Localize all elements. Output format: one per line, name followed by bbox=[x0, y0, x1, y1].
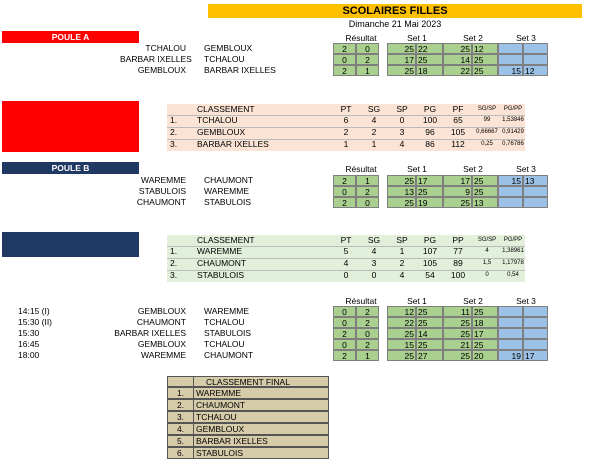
final-rank-team: WAREMME bbox=[193, 387, 329, 399]
ranking-sp: 2 bbox=[399, 258, 405, 268]
ranking-header-ratio2: PG/PP bbox=[503, 106, 523, 112]
set2-home: 25 bbox=[443, 328, 472, 339]
set3-away bbox=[523, 317, 548, 328]
ranking-sp: 4 bbox=[399, 139, 405, 149]
set2-header: Set 2 bbox=[463, 164, 483, 174]
set1-home: 13 bbox=[387, 186, 416, 197]
set2-header: Set 2 bbox=[463, 296, 483, 306]
ranking-pg: 105 bbox=[422, 258, 438, 268]
ranking-pos: 1. bbox=[170, 246, 178, 256]
ranking-header-sg: SG bbox=[367, 235, 381, 245]
home-team: WAREMME bbox=[140, 350, 186, 360]
ranking-ratio1: 0,25 bbox=[481, 141, 493, 147]
result-away: 0 bbox=[356, 197, 379, 208]
ranking-ratio2: 1,38961 bbox=[502, 248, 524, 254]
match-time: 15:30 (II) bbox=[18, 317, 53, 327]
set1-home: 25 bbox=[387, 43, 416, 54]
set2-away: 12 bbox=[472, 43, 498, 54]
ranking-pf: 105 bbox=[450, 127, 466, 137]
set3-home bbox=[498, 339, 523, 350]
ranking-header-ratio1: SG/SP bbox=[477, 106, 497, 112]
home-team: TCHALOU bbox=[145, 43, 186, 53]
home-team: WAREMME bbox=[140, 175, 186, 185]
result-away: 2 bbox=[356, 339, 379, 350]
final-rank-team: GEMBLOUX bbox=[193, 423, 329, 435]
set1-header: Set 1 bbox=[407, 33, 427, 43]
ranking-pf: 65 bbox=[453, 115, 463, 125]
match-time: 14:15 (I) bbox=[18, 306, 50, 316]
set2-away: 17 bbox=[472, 328, 498, 339]
set1-away: 25 bbox=[416, 339, 443, 350]
ranking-pg: 100 bbox=[422, 115, 438, 125]
set2-home: 14 bbox=[443, 54, 472, 65]
ranking-pg: 86 bbox=[425, 139, 435, 149]
home-team: STABULOIS bbox=[138, 186, 186, 196]
set3-away bbox=[523, 306, 548, 317]
ranking-header-name: CLASSEMENT bbox=[197, 104, 255, 114]
set3-away: 17 bbox=[523, 350, 548, 361]
set3-away bbox=[523, 197, 548, 208]
ranking-pt: 2 bbox=[343, 127, 349, 137]
set2-header: Set 2 bbox=[463, 33, 483, 43]
set3-away bbox=[523, 339, 548, 350]
set1-header: Set 1 bbox=[407, 164, 427, 174]
home-team: GEMBLOUX bbox=[137, 306, 186, 316]
poule-a-label: POULE A bbox=[2, 31, 139, 43]
set2-away: 25 bbox=[472, 186, 498, 197]
ranking-header-sg: SG bbox=[367, 104, 381, 114]
ranking-sg: 1 bbox=[371, 139, 377, 149]
set3-home: 15 bbox=[498, 65, 523, 76]
set2-away: 25 bbox=[472, 339, 498, 350]
ranking-header-pf: PF bbox=[452, 104, 464, 114]
home-team: CHAUMONT bbox=[136, 317, 186, 327]
away-team: WAREMME bbox=[204, 306, 250, 316]
home-team: GEMBLOUX bbox=[137, 339, 186, 349]
match-time: 15:30 bbox=[18, 328, 40, 338]
set2-away: 18 bbox=[472, 317, 498, 328]
result-away: 2 bbox=[356, 54, 379, 65]
ranking-pos: 2. bbox=[170, 258, 178, 268]
final-rank-team: CHAUMONT bbox=[193, 399, 329, 411]
result-away: 2 bbox=[356, 317, 379, 328]
ranking-pf: 112 bbox=[451, 139, 465, 149]
ranking-pt: 4 bbox=[343, 258, 349, 268]
away-team: CHAUMONT bbox=[204, 350, 254, 360]
final-rank-pos: 3. bbox=[167, 411, 194, 423]
set1-away: 14 bbox=[416, 328, 443, 339]
ranking-pos: 1. bbox=[170, 115, 178, 125]
ranking-ratio1: 0,66667 bbox=[476, 129, 498, 135]
set1-away: 27 bbox=[416, 350, 443, 361]
ranking-pt: 1 bbox=[343, 139, 349, 149]
ranking-header-pg: PG bbox=[423, 104, 437, 114]
result-home: 0 bbox=[333, 339, 356, 350]
set2-home: 25 bbox=[443, 43, 472, 54]
set1-home: 15 bbox=[387, 339, 416, 350]
final-rank-team: STABULOIS bbox=[193, 447, 329, 459]
result-home: 0 bbox=[333, 186, 356, 197]
away-team: TCHALOU bbox=[204, 339, 245, 349]
ranking-team: STABULOIS bbox=[197, 270, 245, 280]
set2-home: 22 bbox=[443, 65, 472, 76]
ranking-ratio2: 0,91429 bbox=[502, 129, 524, 135]
ranking-ratio2: 0,76786 bbox=[502, 141, 524, 147]
ranking-pp: 77 bbox=[453, 246, 463, 256]
result-away: 1 bbox=[356, 350, 379, 361]
set1-away: 25 bbox=[416, 306, 443, 317]
ranking-header-name: CLASSEMENT bbox=[197, 235, 255, 245]
result-away: 0 bbox=[356, 43, 379, 54]
final-rank-pos: 4. bbox=[167, 423, 194, 435]
set3-home bbox=[498, 306, 523, 317]
ranking-sp: 3 bbox=[399, 127, 405, 137]
ranking-header-sp: SP bbox=[396, 235, 408, 245]
ranking-pt: 5 bbox=[343, 246, 349, 256]
final-ranking-corner bbox=[167, 376, 194, 387]
set3-header: Set 3 bbox=[516, 164, 536, 174]
set3-home bbox=[498, 328, 523, 339]
ranking-pg: 107 bbox=[422, 246, 438, 256]
final-rank-pos: 5. bbox=[167, 435, 194, 447]
set1-away: 25 bbox=[416, 54, 443, 65]
set1-home: 12 bbox=[387, 306, 416, 317]
result-home: 2 bbox=[333, 43, 356, 54]
away-team: TCHALOU bbox=[204, 317, 245, 327]
ranking-team: GEMBLOUX bbox=[197, 127, 246, 137]
ranking-pos: 3. bbox=[170, 139, 178, 149]
set3-home bbox=[498, 186, 523, 197]
result-header: Résultat bbox=[345, 164, 377, 174]
set2-away: 25 bbox=[472, 54, 498, 65]
home-team: BARBAR IXELLES bbox=[120, 54, 192, 64]
event-date: Dimanche 21 Mai 2023 bbox=[348, 19, 442, 29]
set3-home bbox=[498, 54, 523, 65]
set1-away: 17 bbox=[416, 175, 443, 186]
away-team: STABULOIS bbox=[204, 197, 252, 207]
set2-home: 25 bbox=[443, 317, 472, 328]
ranking-header-pt: PT bbox=[340, 104, 352, 114]
away-team: CHAUMONT bbox=[204, 175, 254, 185]
poule-b-label: POULE B bbox=[2, 162, 139, 174]
set1-away: 19 bbox=[416, 197, 443, 208]
ranking-team: CHAUMONT bbox=[197, 258, 247, 268]
set1-away: 25 bbox=[416, 186, 443, 197]
set3-away bbox=[523, 43, 548, 54]
set2-home: 17 bbox=[443, 175, 472, 186]
result-away: 1 bbox=[356, 65, 379, 76]
set3-away: 13 bbox=[523, 175, 548, 186]
set2-home: 9 bbox=[443, 186, 472, 197]
ranking-ratio1: 4 bbox=[485, 248, 489, 254]
home-team: BARBAR IXELLES bbox=[114, 328, 186, 338]
set3-away bbox=[523, 54, 548, 65]
set1-away: 22 bbox=[416, 43, 443, 54]
poule-a-ranking-bar bbox=[2, 101, 139, 152]
result-home: 0 bbox=[333, 306, 356, 317]
set3-header: Set 3 bbox=[516, 296, 536, 306]
final-rank-pos: 1. bbox=[167, 387, 194, 399]
away-team: WAREMME bbox=[204, 186, 250, 196]
result-home: 0 bbox=[333, 54, 356, 65]
set2-away: 20 bbox=[472, 350, 498, 361]
set1-home: 22 bbox=[387, 317, 416, 328]
set3-home bbox=[498, 43, 523, 54]
set1-home: 25 bbox=[387, 65, 416, 76]
set3-home bbox=[498, 317, 523, 328]
away-team: GEMBLOUX bbox=[204, 43, 253, 53]
set3-away: 12 bbox=[523, 65, 548, 76]
away-team: STABULOIS bbox=[204, 328, 252, 338]
set1-header: Set 1 bbox=[407, 296, 427, 306]
ranking-pos: 2. bbox=[170, 127, 178, 137]
set1-home: 25 bbox=[387, 197, 416, 208]
match-time: 18:00 bbox=[18, 350, 40, 360]
ranking-ratio2: 1,17978 bbox=[502, 260, 524, 266]
ranking-team: TCHALOU bbox=[197, 115, 238, 125]
ranking-sg: 2 bbox=[371, 127, 377, 137]
set3-home bbox=[498, 197, 523, 208]
result-header: Résultat bbox=[345, 296, 377, 306]
set3-away bbox=[523, 328, 548, 339]
set3-away bbox=[523, 186, 548, 197]
result-home: 2 bbox=[333, 197, 356, 208]
result-away: 2 bbox=[356, 186, 379, 197]
set1-away: 18 bbox=[416, 65, 443, 76]
ranking-pg: 96 bbox=[425, 127, 435, 137]
ranking-pp: 100 bbox=[450, 270, 466, 280]
set2-home: 11 bbox=[443, 306, 472, 317]
result-home: 2 bbox=[333, 350, 356, 361]
final-rank-team: BARBAR IXELLES bbox=[193, 435, 329, 447]
set1-home: 17 bbox=[387, 54, 416, 65]
ranking-header-sp: SP bbox=[396, 104, 408, 114]
ranking-header-pg: PG bbox=[423, 235, 437, 245]
ranking-team: WAREMME bbox=[197, 246, 243, 256]
ranking-pt: 0 bbox=[343, 270, 349, 280]
ranking-sg: 4 bbox=[371, 115, 377, 125]
ranking-ratio1: 1,5 bbox=[482, 260, 492, 266]
ranking-header-ratio1: SG/SP bbox=[477, 237, 497, 243]
ranking-header-ratio2: PG/PP bbox=[503, 237, 523, 243]
result-home: 0 bbox=[333, 317, 356, 328]
ranking-ratio1: 0 bbox=[485, 272, 489, 278]
set2-away: 25 bbox=[472, 65, 498, 76]
result-home: 2 bbox=[333, 65, 356, 76]
home-team: CHAUMONT bbox=[136, 197, 186, 207]
set1-home: 25 bbox=[387, 175, 416, 186]
result-home: 2 bbox=[333, 175, 356, 186]
ranking-sg: 3 bbox=[371, 258, 377, 268]
set1-away: 25 bbox=[416, 317, 443, 328]
set2-away: 25 bbox=[472, 306, 498, 317]
ranking-ratio2: 1,53846 bbox=[502, 117, 524, 123]
match-time: 16:45 bbox=[18, 339, 40, 349]
final-ranking-title: CLASSEMENT FINAL bbox=[167, 376, 329, 387]
final-rank-pos: 6. bbox=[167, 447, 194, 459]
page-title: SCOLAIRES FILLES bbox=[208, 4, 582, 18]
ranking-ratio2: 0,54 bbox=[507, 272, 519, 278]
home-team: GEMBLOUX bbox=[137, 65, 186, 75]
ranking-pg: 54 bbox=[425, 270, 435, 280]
result-away: 2 bbox=[356, 306, 379, 317]
set1-home: 25 bbox=[387, 328, 416, 339]
set1-home: 25 bbox=[387, 350, 416, 361]
poule-b-ranking-bar bbox=[2, 232, 139, 257]
ranking-header-pp: PP bbox=[452, 235, 464, 245]
set2-home: 21 bbox=[443, 339, 472, 350]
set3-home: 15 bbox=[498, 175, 523, 186]
ranking-team: BARBAR IXELLES bbox=[197, 139, 269, 149]
result-home: 2 bbox=[333, 328, 356, 339]
ranking-ratio1: 99 bbox=[483, 117, 491, 123]
ranking-sp: 1 bbox=[399, 246, 405, 256]
set2-home: 25 bbox=[443, 197, 472, 208]
away-team: TCHALOU bbox=[204, 54, 245, 64]
ranking-sg: 0 bbox=[371, 270, 377, 280]
set2-away: 13 bbox=[472, 197, 498, 208]
ranking-sg: 4 bbox=[371, 246, 377, 256]
final-rank-pos: 2. bbox=[167, 399, 194, 411]
set2-home: 25 bbox=[443, 350, 472, 361]
set3-header: Set 3 bbox=[516, 33, 536, 43]
ranking-sp: 4 bbox=[399, 270, 405, 280]
result-away: 1 bbox=[356, 175, 379, 186]
result-away: 0 bbox=[356, 328, 379, 339]
set3-home: 19 bbox=[498, 350, 523, 361]
ranking-pos: 3. bbox=[170, 270, 178, 280]
result-header: Résultat bbox=[345, 33, 377, 43]
ranking-pt: 6 bbox=[343, 115, 349, 125]
ranking-sp: 0 bbox=[399, 115, 405, 125]
final-rank-team: TCHALOU bbox=[193, 411, 329, 423]
ranking-pp: 89 bbox=[453, 258, 463, 268]
set2-away: 25 bbox=[472, 175, 498, 186]
ranking-header-pt: PT bbox=[340, 235, 352, 245]
away-team: BARBAR IXELLES bbox=[204, 65, 276, 75]
